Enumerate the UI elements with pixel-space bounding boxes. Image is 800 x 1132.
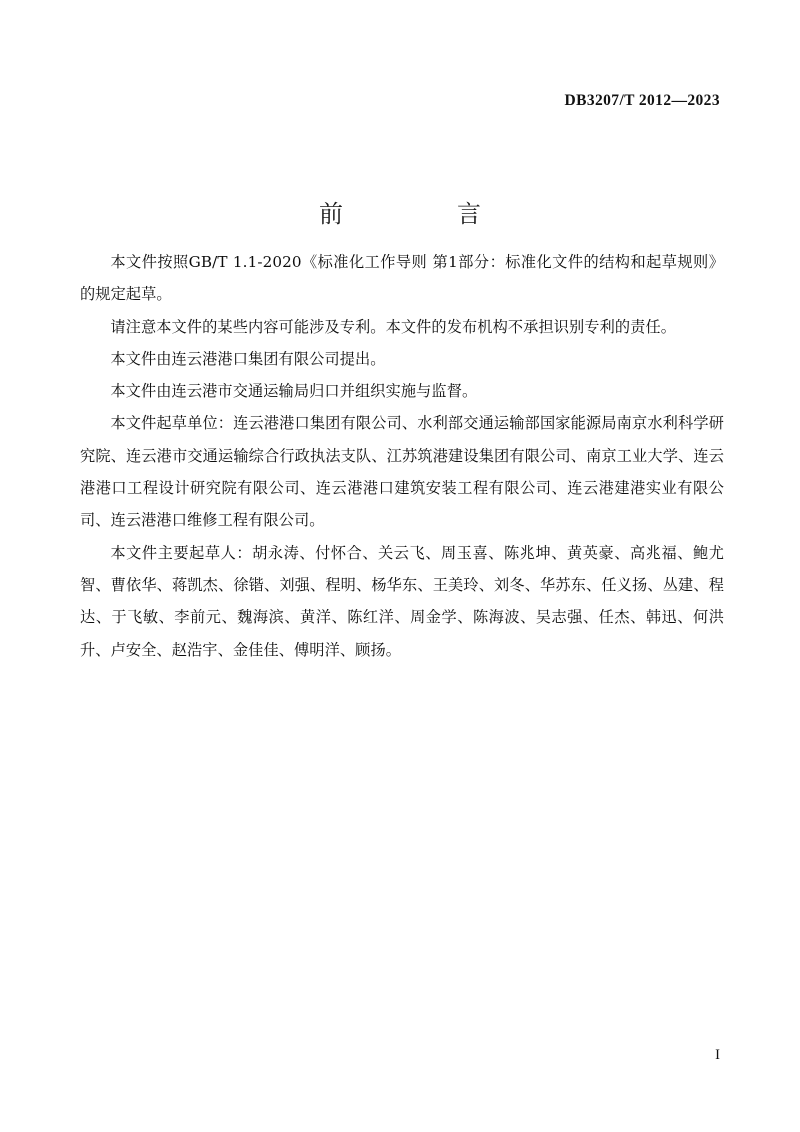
paragraph-proposer: 本文件由连云港港口集团有限公司提出。 [110, 349, 386, 368]
paragraph-drafting-units: 本文件起草单位：连云港港口集团有限公司、水利部交通运输部国家能源局南京水利科学研究院、连云港市交通运输综合行政执法支队、江苏筑港建设集团有限公司、南京工业大学、连云港港口工程设计研究院有限公司、连云港港口建筑安装工程有限公司、连云港建港实业有限公司、连云港港口维修工程有限公司。 [80, 414, 724, 530]
page-header [80, 92, 720, 114]
page-title: 前 言 [319, 200, 503, 229]
page-footer [80, 1046, 720, 1064]
paragraph-drafting-rules: 本文件按照GB/T 1.1-2020《标准化工作导则 第1部分：标准化文件的结构和起草规则》的规定起草。 [80, 253, 724, 304]
paragraph-patent-notice: 请注意本文件的某些内容可能涉及专利。本文件的发布机构不承担识别专利的责任。 [110, 317, 677, 336]
foreword-body [80, 246, 724, 666]
standard-number: DB3207/T 2012—2023 [564, 92, 720, 109]
paragraph-main-drafters: 本文件主要起草人：胡永涛、付怀合、关云飞、周玉喜、陈兆坤、黄英豪、高兆福、鲍尤智、曹依华、蒋凯杰、徐锴、刘强、程明、杨华东、王美玲、刘冬、华苏东、任义扬、丛建、程达、于飞敏、李前元、魏海滨、黄洋、陈红洋、周金学、陈海波、吴志强、任杰、韩迅、何洪升、卢安全、赵浩宇、金佳佳、傅明洋、顾扬。 [80, 543, 724, 659]
page-number: I [715, 1047, 720, 1063]
paragraph-administrator: 本文件由连云港市交通运输局归口并组织实施与监督。 [110, 382, 478, 401]
